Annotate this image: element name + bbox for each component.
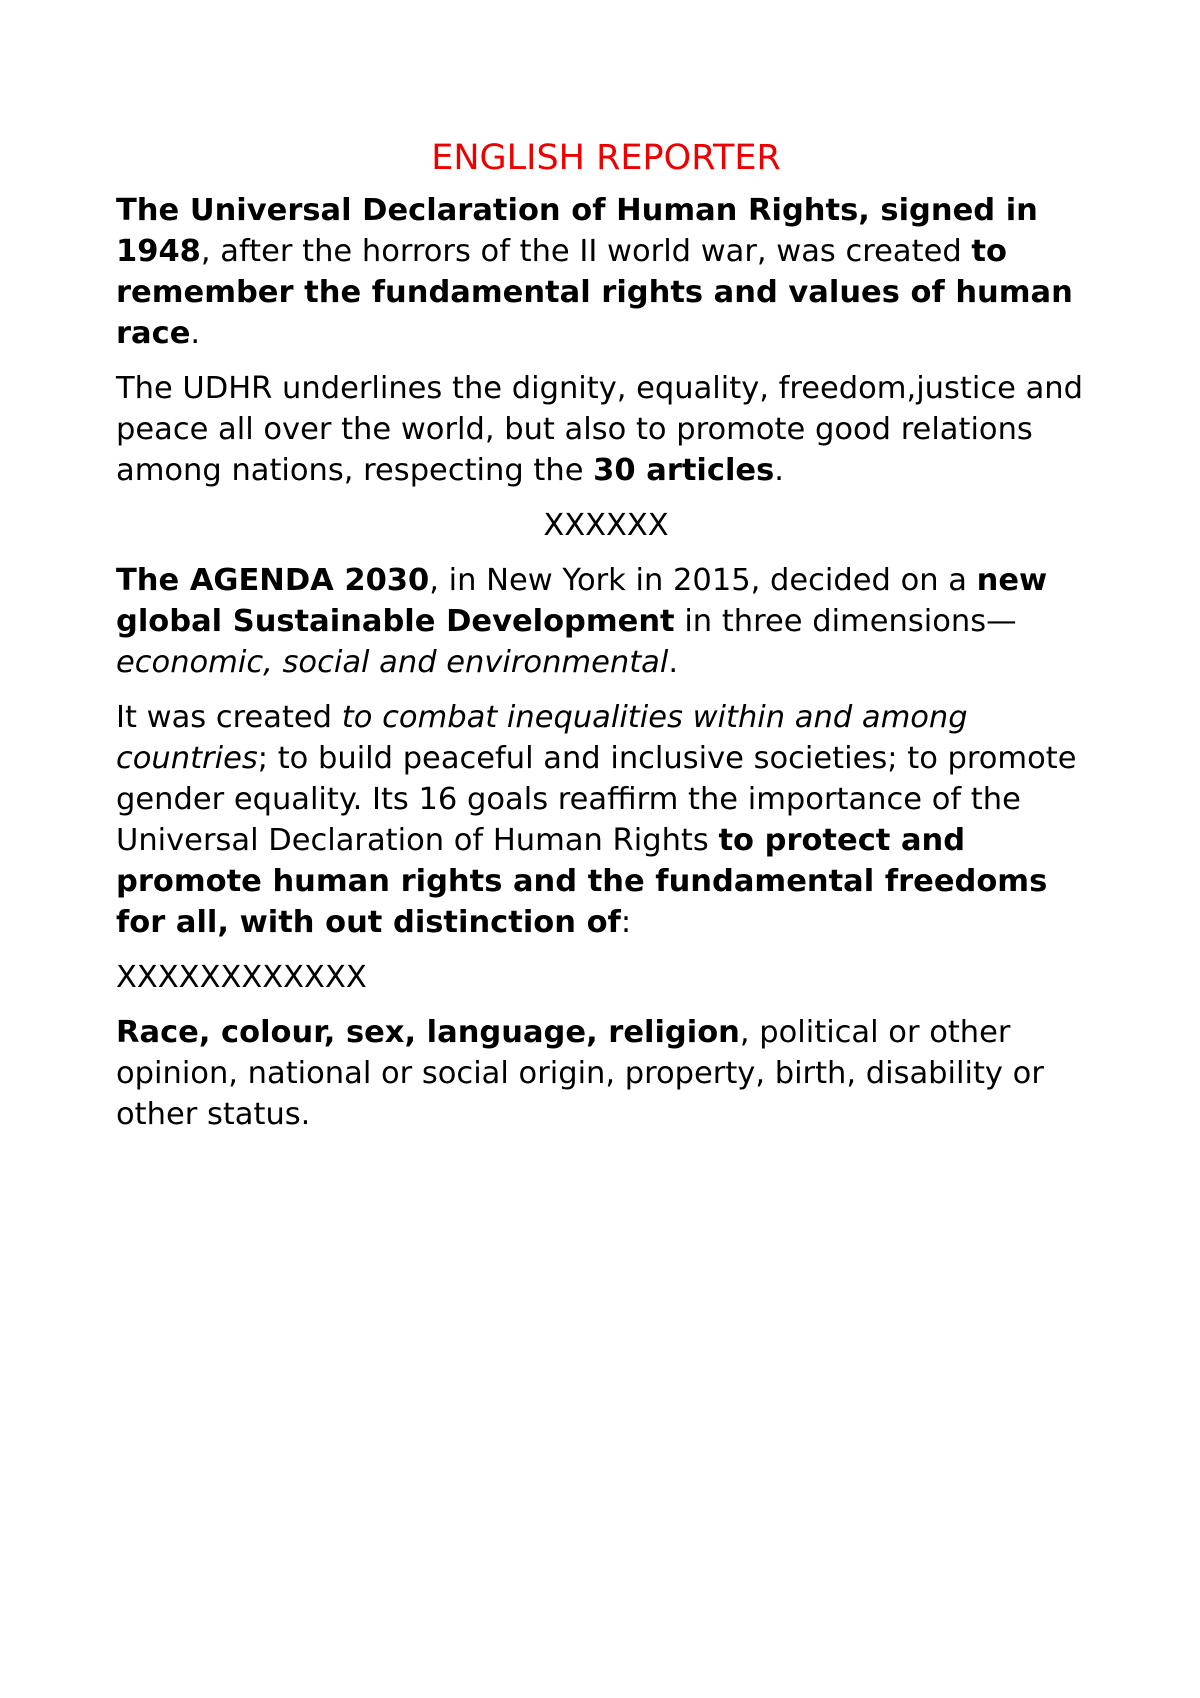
body-text: . — [190, 316, 201, 351]
bold-text: The Universal Declaration of Human Rights, signed in 1948 — [116, 193, 1038, 269]
bold-text: The AGENDA 2030 — [116, 563, 430, 598]
body-text: in three dimensions— — [674, 604, 1017, 639]
paragraph-agenda-2030 — [116, 560, 1096, 683]
body-text: The UDHR underlines the dignity, equality, freedom,justice and peace all over the world, but also to promote good relations among nations, respecting the — [116, 371, 1083, 488]
body-text: . — [774, 453, 784, 488]
body-text: It was created — [116, 700, 342, 735]
body-text: . — [668, 645, 679, 680]
body-text: : — [620, 905, 632, 940]
bold-text: new global Sustainable Development — [116, 563, 1048, 639]
document-page — [116, 136, 1096, 1149]
bold-text: to protect and promote human rights and the fundamental freedoms for all, with out distinction of — [116, 823, 1048, 940]
body-text: ; to build peaceful and inclusive societies; to promote gender equality. Its 16 goals reaffirm the importance of the Universal Declaration of Human Rights — [116, 741, 1077, 858]
bold-text: 30 articles — [593, 453, 775, 488]
body-text: , in New York in 2015, decided on a — [429, 563, 977, 598]
separator-centered: XXXXXX — [543, 508, 669, 543]
italic-text: economic, social and environmental — [116, 645, 669, 680]
document-title: ENGLISH REPORTER — [431, 138, 781, 178]
paragraph-agenda-goals — [116, 697, 1096, 943]
italic-text: to combat inequalities within and among countries — [116, 700, 968, 776]
paragraph-distinctions — [116, 1012, 1096, 1135]
body-text: , after the horrors of the II world war, was created — [200, 234, 972, 269]
bold-text: to remember the fundamental rights and values of human race — [116, 234, 1073, 351]
bold-text: Race, colour, sex, language, religion — [116, 1015, 740, 1050]
paragraph-udhr-intro — [116, 190, 1096, 354]
separator-left: XXXXXXXXXXXX — [116, 960, 367, 995]
paragraph-udhr-values — [116, 368, 1096, 491]
body-text: , political or other opinion, national or social origin, property, birth, disability or other status. — [116, 1015, 1044, 1132]
